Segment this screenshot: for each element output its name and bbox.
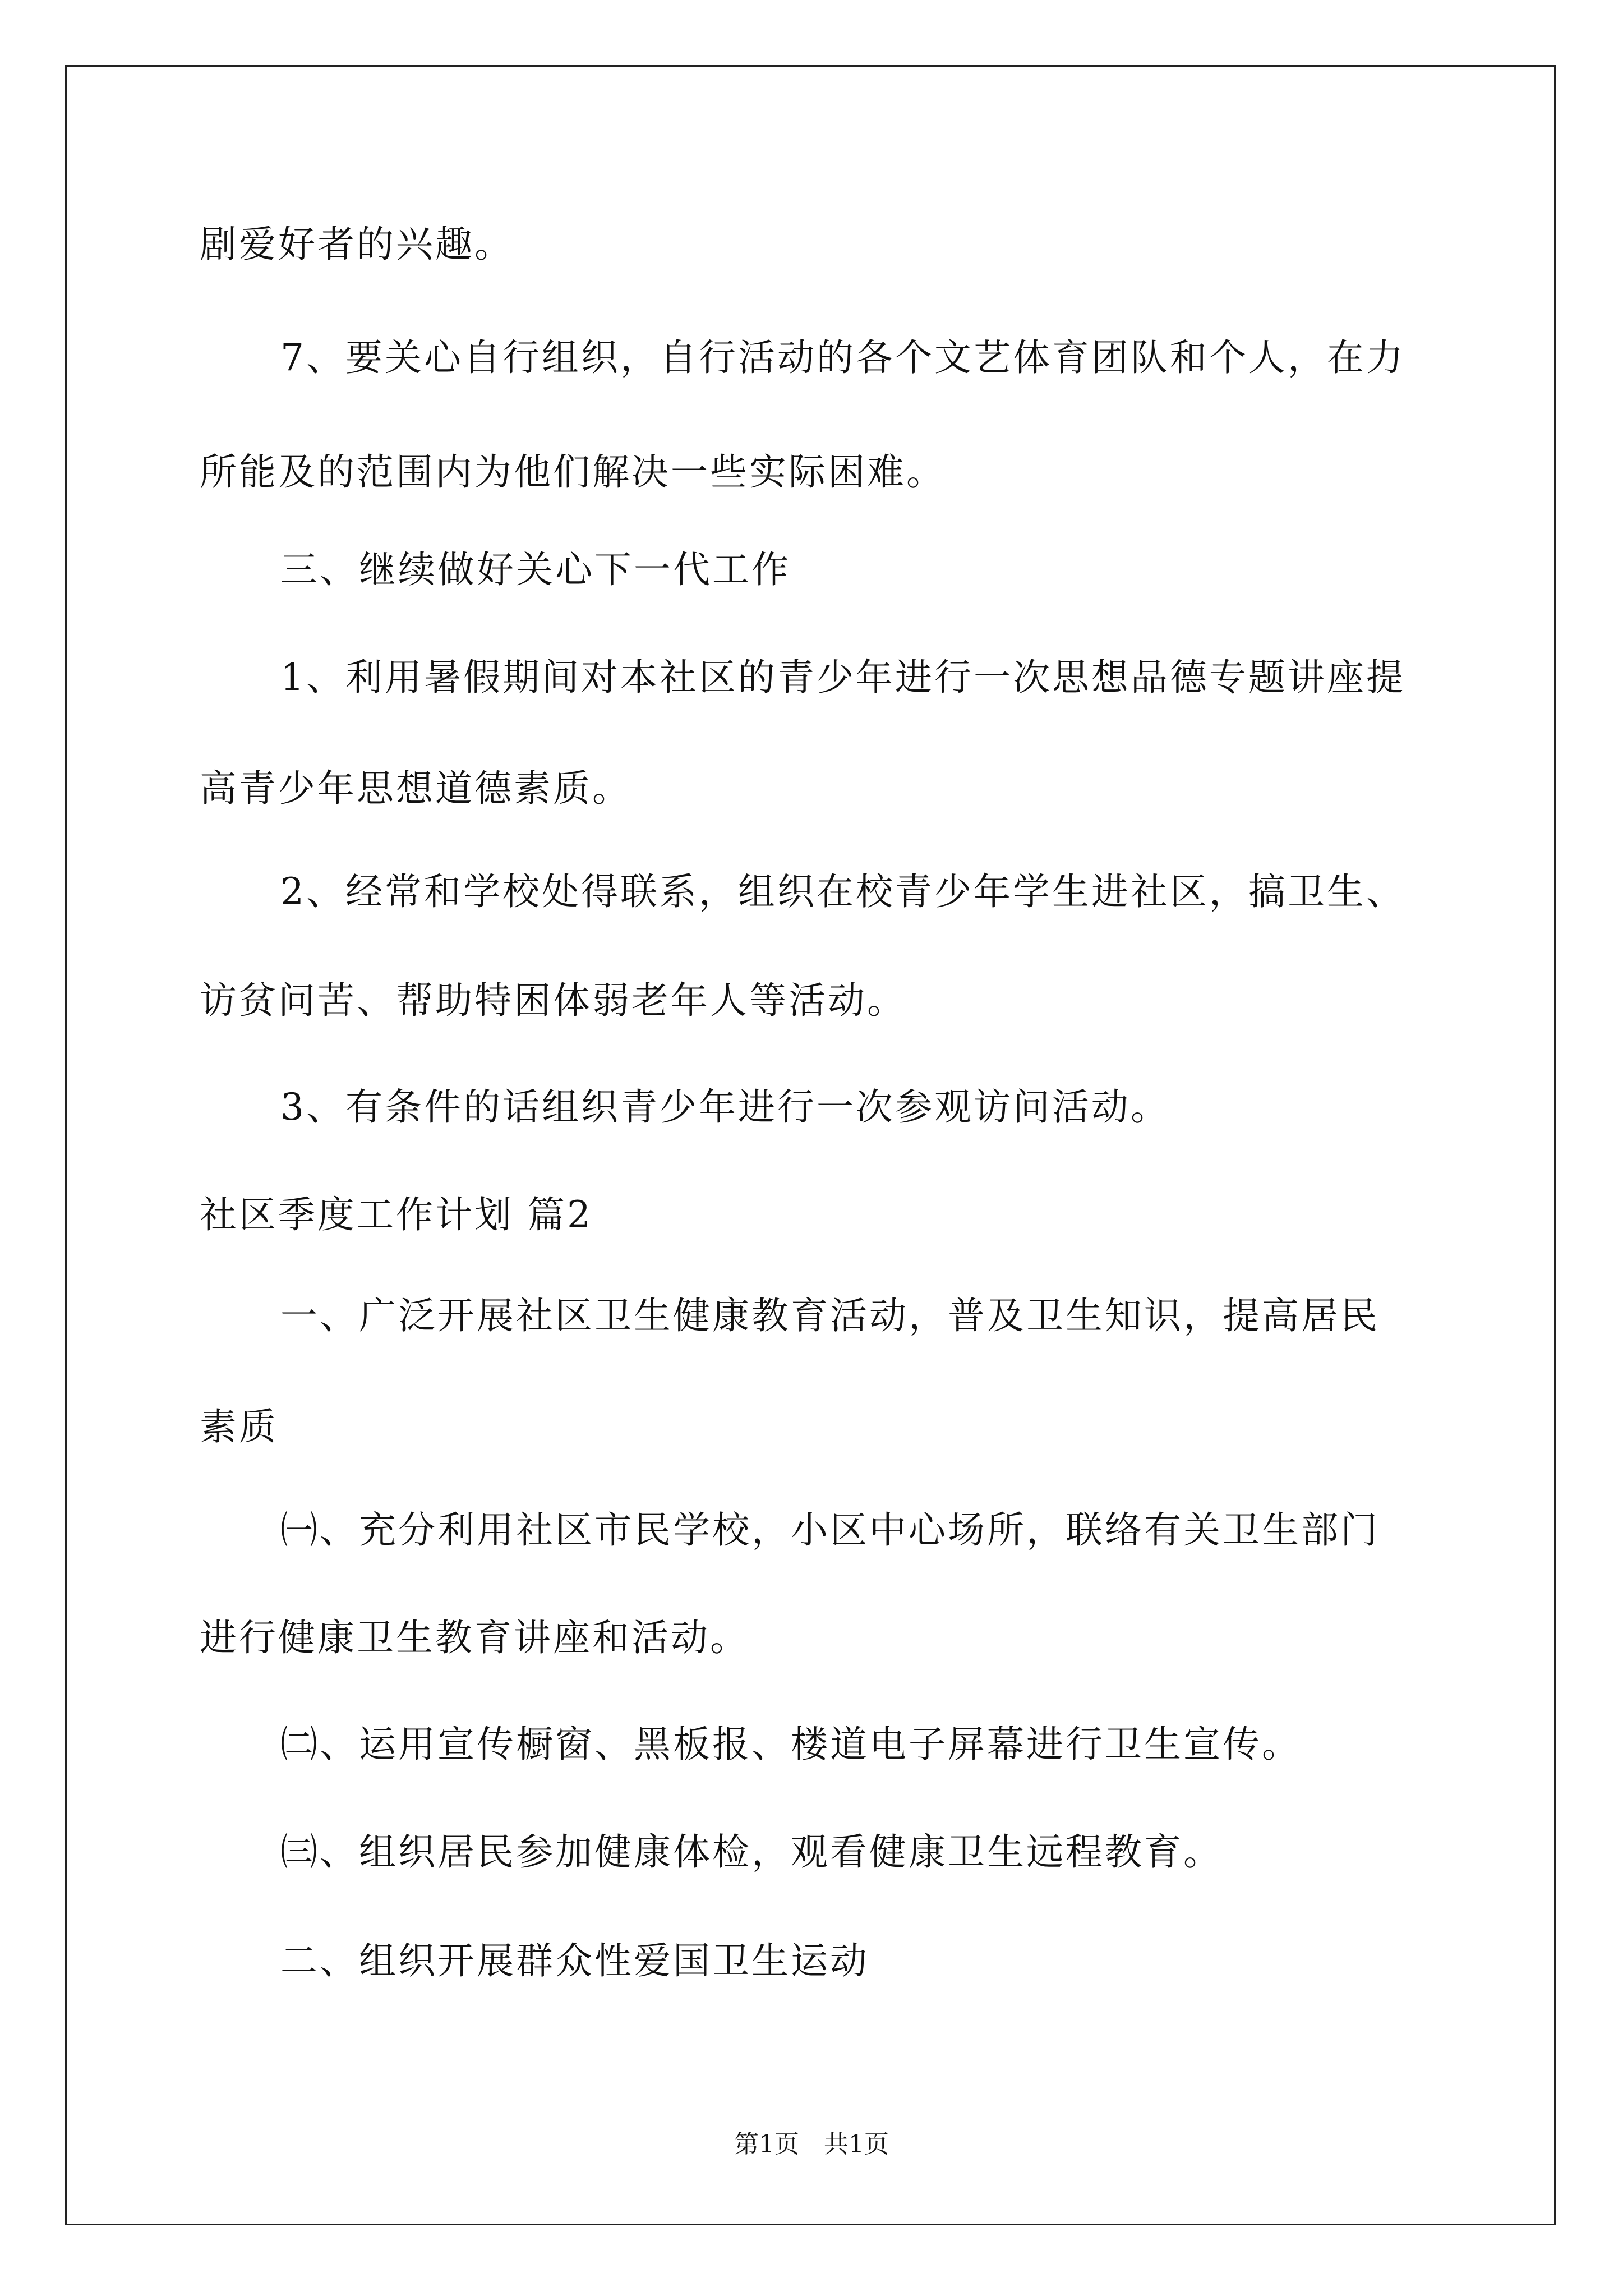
paragraph-line: 访贫问苦、帮助特困体弱老年人等活动。	[200, 979, 906, 1022]
paragraph-line: 3、有条件的话组织青少年进行一次参观访问活动。	[280, 1085, 1170, 1129]
section-heading: 二、组织开展群众性爱国卫生运动	[280, 1939, 869, 1982]
section-heading: 三、继续做好关心下一代工作	[280, 548, 791, 591]
paragraph-line: 素质	[200, 1405, 278, 1448]
paragraph-line: ㈠、充分利用社区市民学校，小区中心场所，联络有关卫生部门	[280, 1508, 1380, 1552]
paragraph-line: 1、利用暑假期间对本社区的青少年进行一次思想品德专题讲座提	[280, 656, 1405, 699]
article-title: 社区季度工作计划 篇2	[200, 1193, 593, 1236]
paragraph-line: 所能及的范围内为他们解决一些实际困难。	[200, 450, 946, 494]
paragraph-line: ㈡、运用宣传橱窗、黑板报、楼道电子屏幕进行卫生宣传。	[280, 1723, 1301, 1766]
paragraph-line: 2、经常和学校处得联系，组织在校青少年学生进社区，搞卫生、	[280, 870, 1405, 913]
page-border	[65, 65, 1556, 2225]
paragraph-line: 7、要关心自行组织，自行活动的各个文艺体育团队和个人，在力	[280, 336, 1405, 379]
paragraph-line: 剧爱好者的兴趣。	[200, 223, 514, 266]
paragraph-line: 高青少年思想道德素质。	[200, 767, 631, 810]
section-heading: 一、广泛开展社区卫生健康教育活动，普及卫生知识，提高居民	[280, 1294, 1380, 1337]
paragraph-line: 进行健康卫生教育讲座和活动。	[200, 1616, 749, 1659]
paragraph-line: ㈢、组织居民参加健康体检，观看健康卫生远程教育。	[280, 1830, 1223, 1874]
page-number: 第1页 共1页	[734, 2130, 889, 2159]
